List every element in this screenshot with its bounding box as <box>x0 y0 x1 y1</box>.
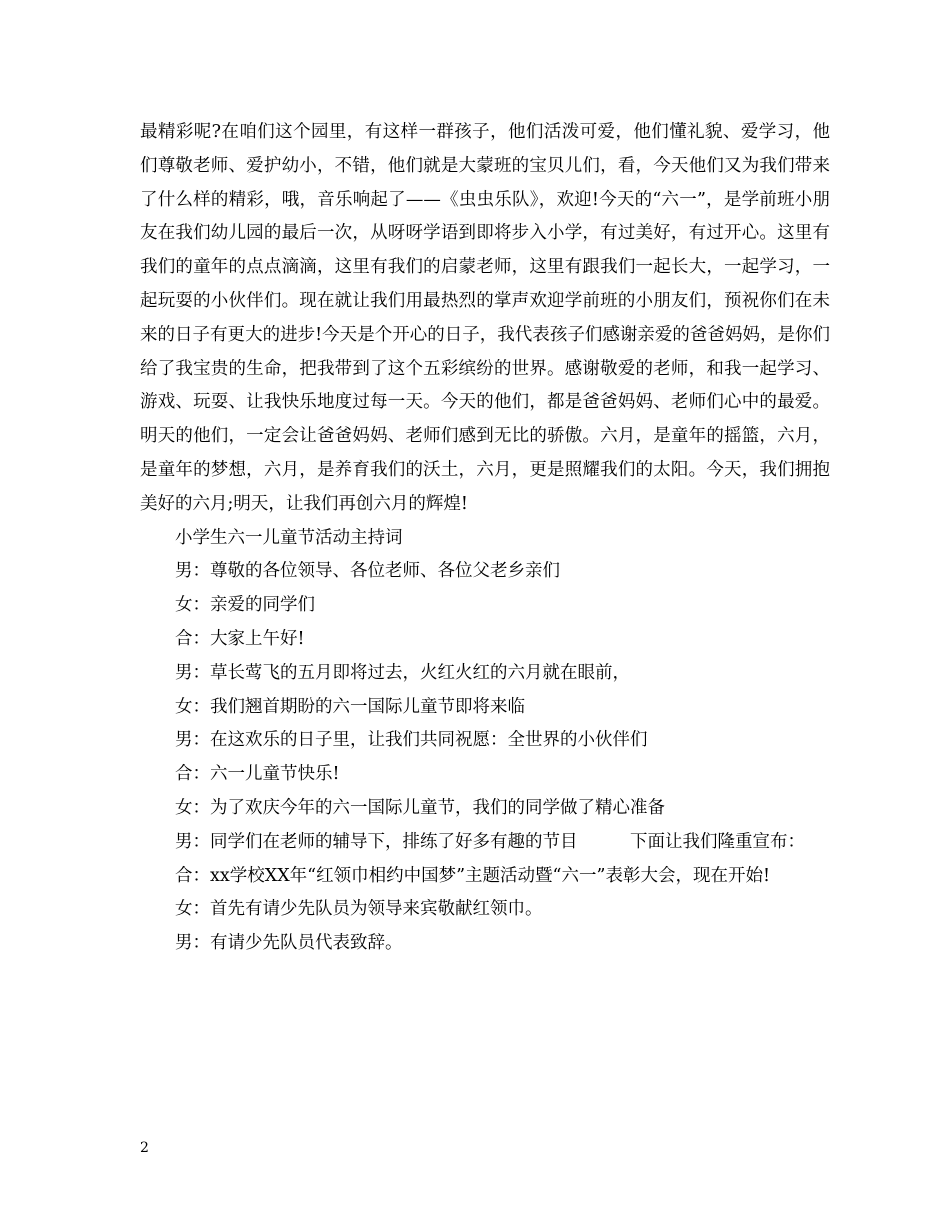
intro-paragraph: 最精彩呢?在咱们这个园里，有这样一群孩子，他们活泼可爱，他们懂礼貌、爱学习，他们尊敬老师、爱护幼小，不错，他们就是大蒙班的宝贝儿们，看，今天他们又为我们带来了什么样的精彩，哦，音乐响起了——《虫虫乐队》，欢迎!今天的“六一”，是学前班小朋友在我们幼儿园的最后一次，从呀呀学语到即将步入小学，有过美好，有过开心。这里有我们的童年的点点滴滴，这里有我们的启蒙老师，这里有跟我们一起长大，一起学习，一起玩耍的小伙伴们。现在就让我们用最热烈的掌声欢迎学前班的小朋友们，预祝你们在未来的日子有更大的进步!今天是个开心的日子，我代表孩子们感谢亲爱的爸爸妈妈，是你们给了我宝贵的生命，把我带到了这个五彩缤纷的世界。感谢敬爱的老师，和我一起学习、游戏、玩耍、让我快乐地度过每一天。今天的他们，都是爸爸妈妈、老师们心中的最爱。明天的他们，一定会让爸爸妈妈、老师们感到无比的骄傲。六月，是童年的摇篮，六月，是童年的梦想，六月，是养育我们的沃土，六月，更是照耀我们的太阳。今天，我们拥抱美好的六月;明天，让我们再创六月的辉煌! <box>140 122 830 514</box>
document-body <box>140 116 830 961</box>
page-number: 2 <box>140 1140 149 1156</box>
dialogue-line: 女：首先有请少先队员为领导来宾敬献红领巾。 <box>175 899 543 920</box>
dialogue-line: 女：为了欢庆今年的六一国际儿童节，我们的同学做了精心准备 <box>175 797 665 818</box>
dialogue-line: 男：草长莺飞的五月即将过去，火红火红的六月就在眼前， <box>175 662 630 683</box>
dialogue-line: 男：尊敬的各位领导、各位老师、各位父老乡亲们 <box>175 561 560 582</box>
dialogue-line: 合：六一儿童节快乐! <box>175 764 340 785</box>
dialogue-line: 男：有请少先队员代表致辞。 <box>175 933 403 954</box>
dialogue-line: 男：在这欢乐的日子里，让我们共同祝愿：全世界的小伙伴们 <box>175 730 648 751</box>
dialogue-line: 合：xx学校XX年“红领巾相约中国梦”主题活动暨“六一”表彰大会，现在开始! <box>175 865 770 886</box>
dialogue-line: 女：亲爱的同学们 <box>175 595 315 616</box>
dialogue-line: 女：我们翘首期盼的六一国际儿童节即将来临 <box>175 696 525 717</box>
dialogue-line: 男：同学们在老师的辅导下，排练了好多有趣的节目 下面让我们隆重宣布： <box>175 831 805 852</box>
section-title: 小学生六一儿童节活动主持词 <box>175 527 403 548</box>
dialogue-line: 合：大家上午好! <box>175 628 305 649</box>
